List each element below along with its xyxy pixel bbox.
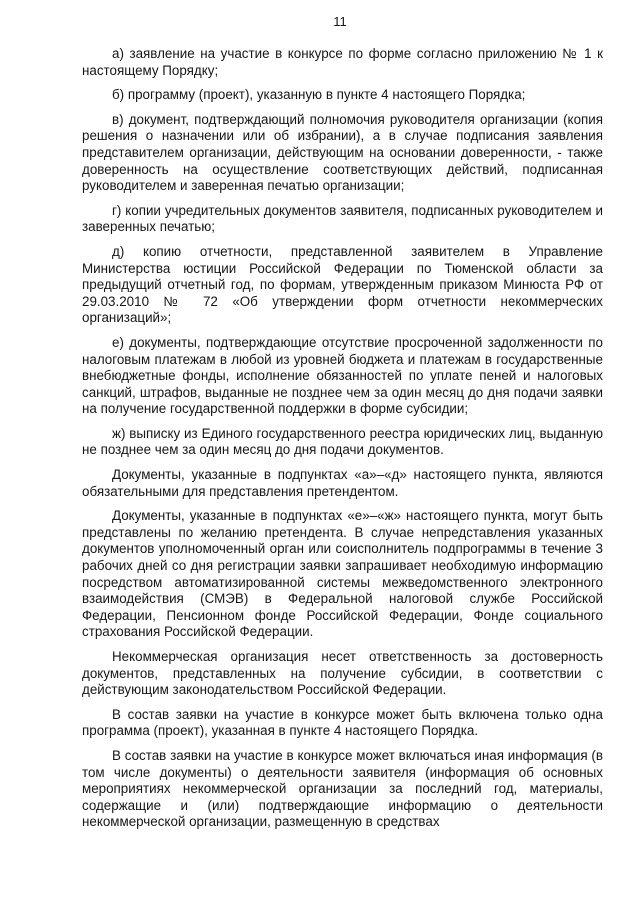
paragraph-optional-docs: Документы, указанные в подпунктах «е»–«ж» настоящего пункта, могут быть представлены по желанию претендента. В случае непредставления указанных документов уполномоченный орган или соисполнитель подпрограммы в течение 3 рабочих дней со дня регистрации заявки запрашивает необходимую информацию посредством автоматизированной системы межведомственного электронного взаимодействия (СМЭВ) в Федеральной налоговой службе Российской Федерации, Пенсионном фонде Российской Федерации, Фонде социального страхования Российской Федерации. bbox=[82, 508, 603, 640]
paragraph-zh: ж) выписку из Единого государственного реестра юридических лиц, выданную не позднее чем за один месяц до дня подачи документов. bbox=[82, 425, 603, 458]
paragraph-mandatory-docs: Документы, указанные в подпунктах «а»–«д» настоящего пункта, являются обязательными для представления претендентом. bbox=[82, 467, 603, 499]
paragraph-a: а) заявление на участие в конкурсе по форме согласно приложению № 1 к настоящему Порядку; bbox=[82, 46, 603, 78]
paragraph-e: е) документы, подтверждающие отсутствие просроченной задолженности по налоговым платежам в любой из уровней бюджета и платежам в государственные внебюджетные фонды, исполнение обязанностей по уплате пеней и налоговых санкций, штрафов, выданные не позднее чем за один месяц до дня подачи заявки на получение государственной поддержки в форме субсидии; bbox=[82, 334, 603, 417]
page-number: 11 bbox=[333, 14, 347, 29]
paragraph-g: г) копии учредительных документов заявителя, подписанных руководителем и заверенных печатью; bbox=[82, 202, 603, 235]
paragraph-b: б) программу (проект), указанную в пункте 4 настоящего Порядка; bbox=[112, 87, 526, 103]
document-body bbox=[82, 46, 603, 831]
paragraph-d: д) копию отчетности, представленной заявителем в Управление Министерства юстиции Российской Федерации по Тюменской области за предыдущий отчетный год, по формам, утвержденным приказом Минюста РФ от 29.03.2010 № 72 «Об утверждении форм отчетности некоммерческих организаций»; bbox=[82, 243, 603, 326]
paragraph-v: в) документ, подтверждающий полномочия руководителя организации (копия решения о назначении или об избрании), а в случае подписания заявления представителем организации, действующим на основании доверенности, - также доверенность на осуществление соответствующих действий, подписанная руководителем и заверенная печатью организации; bbox=[82, 111, 603, 194]
paragraph-single-program: В состав заявки на участие в конкурсе может быть включена только одна программа (проект), указанная в пункте 4 настоящего Порядка. bbox=[82, 706, 603, 739]
paragraph-other-info: В состав заявки на участие в конкурсе может включаться иная информация (в том числе документы) о деятельности заявителя (информация об основных мероприятиях некоммерческой организации за последний год, материалы, содержащие и (или) подтверждающие информацию о деятельности некоммерческой организации, размещенную в средствах bbox=[82, 747, 603, 830]
paragraph-responsibility: Некоммерческая организация несет ответственность за достоверность документов, представленных на получение субсидии, в соответствии с действующим законодательством Российской Федерации. bbox=[82, 649, 603, 698]
